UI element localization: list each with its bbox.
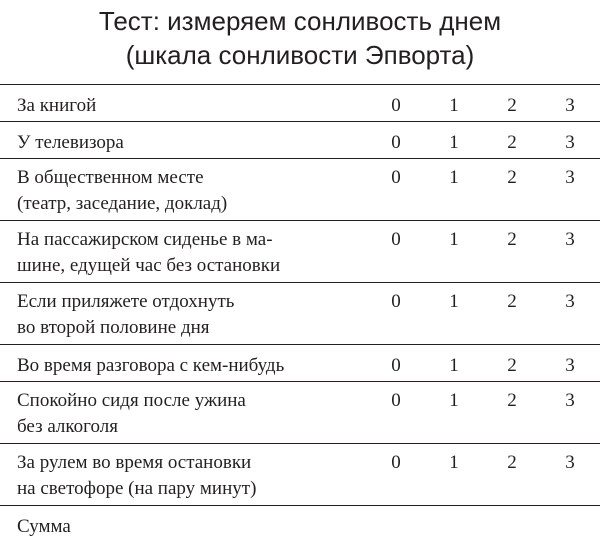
score-2: 2 bbox=[507, 390, 517, 411]
score-3: 3 bbox=[565, 452, 575, 473]
situation-label: На пассажирском сиденье в ма- шине, едущей час без остановки bbox=[17, 229, 281, 276]
score-2: 2 bbox=[507, 452, 517, 473]
title-line-2: (шкала сонливости Эпворта) bbox=[125, 40, 475, 70]
epworth-scale-table bbox=[0, 84, 600, 546]
score-1: 1 bbox=[449, 291, 459, 312]
score-0: 0 bbox=[391, 452, 401, 473]
score-0: 0 bbox=[391, 291, 401, 312]
score-2: 2 bbox=[507, 355, 517, 376]
situation-label: За книгой bbox=[17, 95, 97, 116]
table-row bbox=[0, 345, 600, 382]
score-3: 3 bbox=[565, 291, 575, 312]
score-1: 1 bbox=[449, 167, 459, 188]
score-0: 0 bbox=[391, 390, 401, 411]
score-0: 0 bbox=[391, 229, 401, 250]
score-0: 0 bbox=[391, 95, 401, 116]
situation-label: За рулем во время остановки на светофоре (на пару минут) bbox=[17, 452, 257, 499]
total-row bbox=[0, 506, 600, 546]
total-label: Сумма bbox=[17, 516, 71, 537]
page-title bbox=[0, 4, 600, 72]
score-3: 3 bbox=[565, 390, 575, 411]
title-line-1: Тест: измеряем сонливость днем bbox=[98, 6, 502, 36]
score-0: 0 bbox=[391, 167, 401, 188]
score-2: 2 bbox=[507, 95, 517, 116]
table-row bbox=[0, 444, 600, 506]
score-3: 3 bbox=[565, 167, 575, 188]
situation-label: Во время разговора с кем-нибудь bbox=[17, 355, 285, 376]
score-1: 1 bbox=[449, 132, 459, 153]
score-1: 1 bbox=[449, 452, 459, 473]
score-3: 3 bbox=[565, 229, 575, 250]
table-row bbox=[0, 221, 600, 283]
score-3: 3 bbox=[565, 132, 575, 153]
score-1: 1 bbox=[449, 95, 459, 116]
score-1: 1 bbox=[449, 229, 459, 250]
score-3: 3 bbox=[565, 95, 575, 116]
table-row bbox=[0, 382, 600, 444]
score-0: 0 bbox=[391, 355, 401, 376]
score-2: 2 bbox=[507, 132, 517, 153]
score-1: 1 bbox=[449, 390, 459, 411]
table-row bbox=[0, 85, 600, 122]
score-0: 0 bbox=[391, 132, 401, 153]
table-row bbox=[0, 283, 600, 345]
situation-label: Если приляжете отдохнуть во второй половине дня bbox=[17, 291, 235, 338]
score-2: 2 bbox=[507, 167, 517, 188]
situation-label: В общественном месте (театр, заседание, доклад) bbox=[17, 167, 228, 214]
situation-label: Спокойно сидя после ужина без алкоголя bbox=[17, 390, 246, 437]
score-2: 2 bbox=[507, 291, 517, 312]
score-3: 3 bbox=[565, 355, 575, 376]
situation-label: У телевизора bbox=[17, 132, 124, 153]
score-2: 2 bbox=[507, 229, 517, 250]
table-row bbox=[0, 122, 600, 159]
score-1: 1 bbox=[449, 355, 459, 376]
table-row bbox=[0, 159, 600, 221]
